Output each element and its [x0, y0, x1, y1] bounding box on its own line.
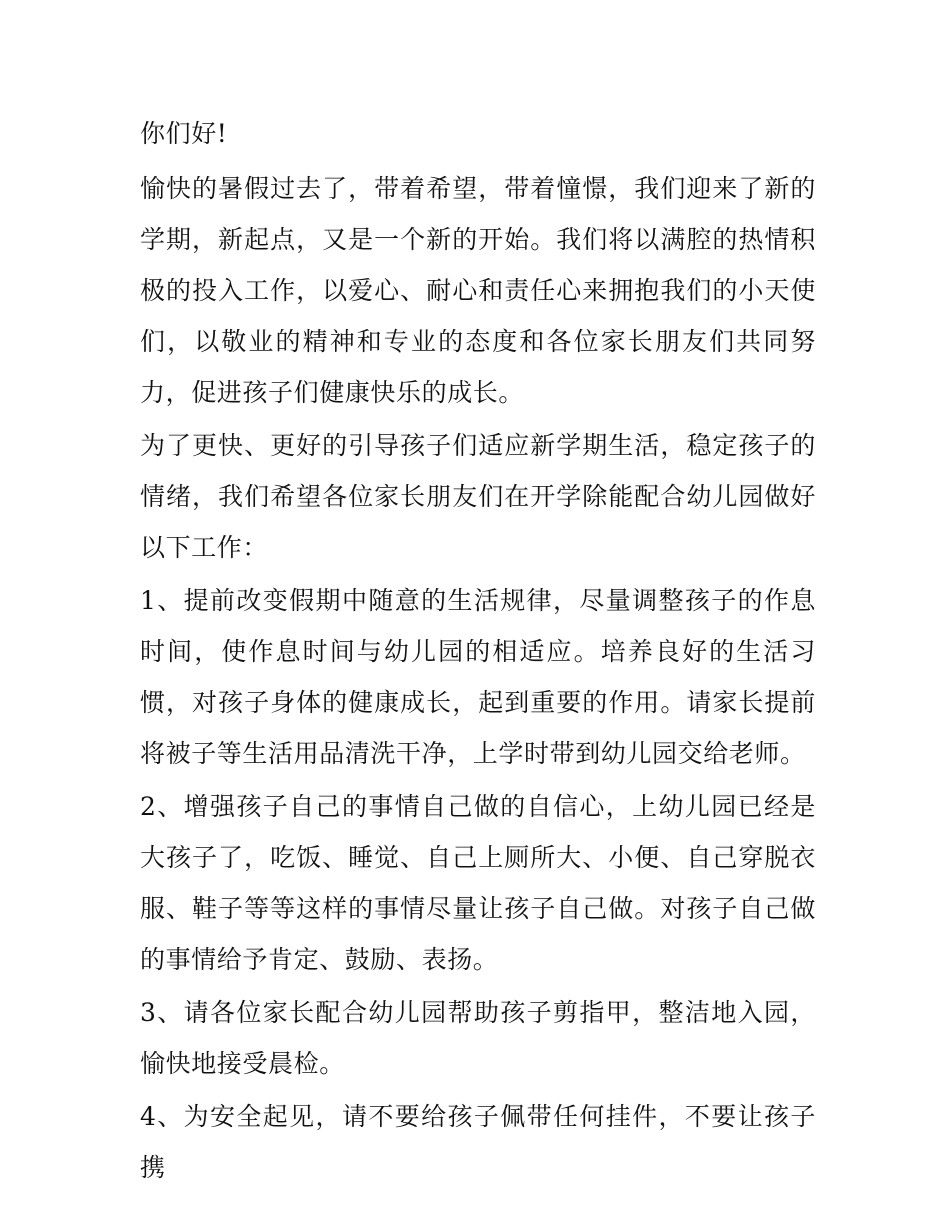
list-item-2: 2、增强孩子自己的事情自己做的自信心，上幼儿园已经是大孩子了，吃饭、睡觉、自己上厕所大、小便、自己穿脱衣服、鞋子等等这样的事情尽量让孩子自己做。对孩子自己做的事情给予肯定、鼓励、表扬。 — [140, 792, 816, 974]
list-item-4: 4、为安全起见，请不要给孩子佩带任何挂件，不要让孩子携 — [140, 1102, 816, 1182]
list-item-1: 1、提前改变假期中随意的生活规律，尽量调整孩子的作息时间，使作息时间与幼儿园的相适应。培养良好的生活习惯，对孩子身体的健康成长，起到重要的作用。请家长提前将被子等生活用品清洗干净，上学时带到幼儿园交给老师。 — [140, 586, 816, 768]
paragraph-intro: 愉快的暑假过去了，带着希望，带着憧憬，我们迎来了新的学期，新起点，又是一个新的开始。我们将以满腔的热情积极的投入工作，以爱心、耐心和责任心来拥抱我们的小天使们，以敬业的精神和专业的态度和各位家长朋友们共同努力，促进孩子们健康快乐的成长。 — [140, 174, 816, 407]
paragraph-request: 为了更快、更好的引导孩子们适应新学期生活，稳定孩子的情绪，我们希望各位家长朋友们在开学除能配合幼儿园做好以下工作： — [140, 431, 816, 562]
list-item-3: 3、请各位家长配合幼儿园帮助孩子剪指甲，整洁地入园，愉快地接受晨检。 — [140, 998, 816, 1078]
greeting-line: 你们好! — [140, 119, 228, 148]
document-body — [140, 108, 816, 1193]
